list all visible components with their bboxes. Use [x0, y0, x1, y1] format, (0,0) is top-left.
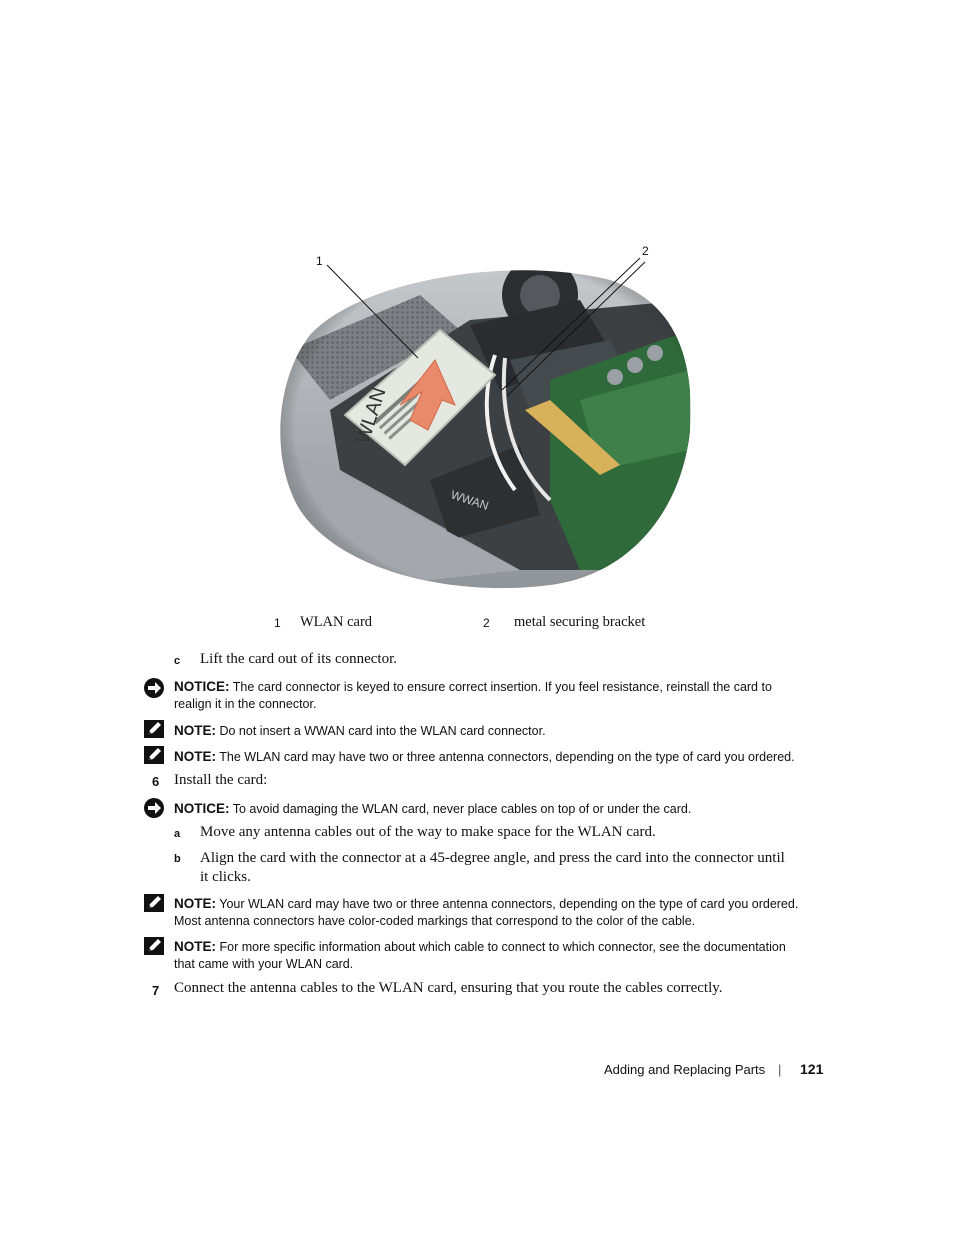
note-4 — [174, 938, 834, 973]
note-3 — [174, 895, 834, 930]
note-pencil-icon — [143, 893, 165, 913]
step-7-num: 7 — [152, 983, 160, 998]
notice-2-text: To avoid damaging the WLAN card, never place cables on top of or under the card. — [232, 802, 692, 816]
note-1-label: NOTE: — [174, 723, 216, 738]
notice-1-line1: The card connector is keyed to ensure correct insertion. If you feel resistance, reinstall the card to — [232, 680, 772, 694]
step-6-num: 6 — [152, 774, 160, 789]
notice-1-line2: realign it in the connector. — [174, 697, 317, 711]
step-b-letter: b — [174, 853, 181, 865]
caption-num-2: 2 — [483, 616, 490, 630]
note-pencil-icon — [143, 719, 165, 739]
note-pencil-icon — [143, 936, 165, 956]
caption-label-2: metal securing bracket — [514, 614, 646, 630]
note-4-line1: For more specific information about which cable to connect to which connector, see the documentation — [219, 940, 786, 954]
notice-icon — [143, 677, 165, 699]
note-1 — [174, 722, 824, 740]
step-b-line1: Align the card with the connector at a 45-degree angle, and press the card into the connector until — [200, 850, 785, 866]
notice-1 — [174, 678, 824, 713]
note-2-label: NOTE: — [174, 749, 216, 764]
step-a-letter: a — [174, 828, 181, 840]
note-pencil-icon — [143, 745, 165, 765]
step-b-line2: it clicks. — [200, 869, 251, 885]
note-4-label: NOTE: — [174, 939, 216, 954]
notice-2-label: NOTICE: — [174, 801, 230, 816]
note-2 — [174, 748, 834, 766]
step-7-text: Connect the antenna cables to the WLAN card, ensuring that you route the cables correctly. — [174, 980, 723, 996]
notice-1-label: NOTICE: — [174, 679, 230, 694]
wlan-card-photo — [250, 240, 700, 600]
notice-2 — [174, 800, 824, 818]
callout-2: 2 — [642, 244, 649, 258]
step-c-letter: c — [174, 655, 181, 667]
footer-section-title: Adding and Replacing Parts — [604, 1062, 766, 1077]
page-number: 121 — [800, 1061, 824, 1077]
note-3-line1: Your WLAN card may have two or three antenna connectors, depending on the type of card you ordered. — [219, 897, 799, 911]
notice-icon — [143, 797, 165, 819]
step-6-text: Install the card: — [174, 772, 268, 788]
callout-1: 1 — [316, 254, 323, 268]
step-b-text — [200, 849, 830, 887]
note-3-label: NOTE: — [174, 896, 216, 911]
footer-separator: | — [778, 1062, 782, 1077]
note-4-line2: that came with your WLAN card. — [174, 957, 354, 971]
step-c-text: Lift the card out of its connector. — [200, 651, 398, 667]
note-3-line2: Most antenna connectors have color-coded markings that correspond to the color of the cable. — [174, 914, 696, 928]
caption-num-1: 1 — [274, 616, 281, 630]
note-2-text: The WLAN card may have two or three antenna connectors, depending on the type of card you ordered. — [219, 750, 795, 764]
step-a-text: Move any antenna cables out of the way to make space for the WLAN card. — [200, 824, 656, 840]
caption-label-1: WLAN card — [300, 614, 373, 630]
note-1-text: Do not insert a WWAN card into the WLAN card connector. — [219, 724, 546, 738]
figure — [250, 240, 700, 600]
